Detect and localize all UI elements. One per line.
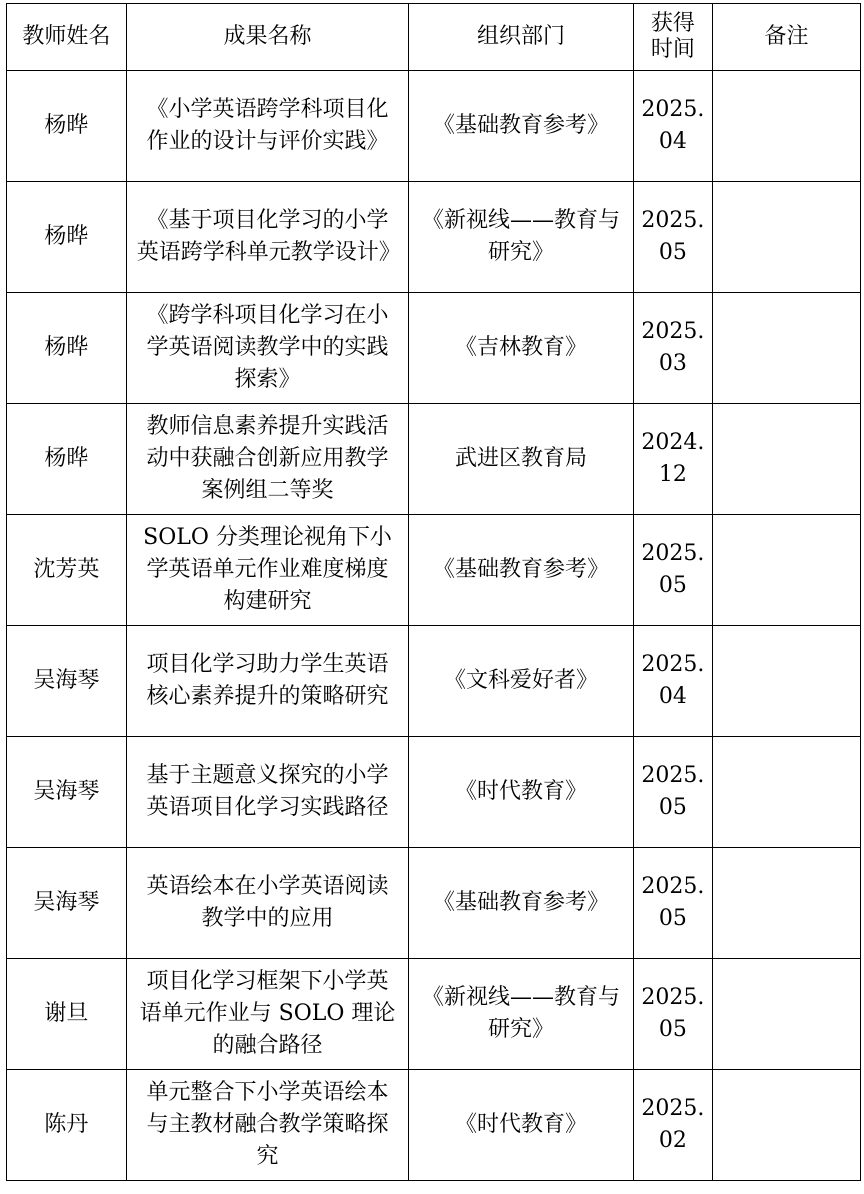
teacher-cell: 吴海琴 — [7, 737, 127, 848]
date-cell — [633, 1070, 712, 1181]
note-cell — [713, 626, 861, 737]
table-row — [7, 626, 861, 737]
org-cell: 《新视线——教育与研究》 — [409, 182, 633, 293]
teacher-cell: 谢旦 — [7, 959, 127, 1070]
header-date — [633, 4, 712, 71]
title-cell: 教师信息素养提升实践活动中获融合创新应用教学案例组二等奖 — [126, 404, 409, 515]
teacher-cell: 杨晔 — [7, 404, 127, 515]
teacher-cell: 吴海琴 — [7, 626, 127, 737]
table-row — [7, 404, 861, 515]
date-cell — [633, 293, 712, 404]
header-row — [7, 4, 861, 71]
org-cell: 《基础教育参考》 — [409, 848, 633, 959]
date-year: 2025. — [641, 208, 705, 233]
date-month: 04 — [658, 129, 687, 154]
header-date-line1: 获得 — [650, 11, 695, 36]
table-row — [7, 515, 861, 626]
note-cell — [713, 737, 861, 848]
date-cell — [633, 182, 712, 293]
note-cell — [713, 182, 861, 293]
date-cell — [633, 515, 712, 626]
header-org: 组织部门 — [409, 4, 633, 71]
org-cell: 武进区教育局 — [409, 404, 633, 515]
date-month: 05 — [658, 240, 687, 265]
date-month: 04 — [658, 684, 687, 709]
date-year: 2025. — [641, 874, 705, 899]
date-year: 2025. — [641, 985, 705, 1010]
title-cell: 《跨学科项目化学习在小学英语阅读教学中的实践探索》 — [126, 293, 409, 404]
header-date-line2: 时间 — [650, 37, 695, 62]
header-teacher: 教师姓名 — [7, 4, 127, 71]
date-cell — [633, 404, 712, 515]
header-title: 成果名称 — [126, 4, 409, 71]
date-month: 12 — [658, 462, 687, 487]
title-cell: SOLO 分类理论视角下小学英语单元作业难度梯度构建研究 — [126, 515, 409, 626]
table-row — [7, 71, 861, 182]
date-cell — [633, 626, 712, 737]
org-cell: 《吉林教育》 — [409, 293, 633, 404]
note-cell — [713, 515, 861, 626]
date-year: 2025. — [641, 541, 705, 566]
title-cell: 项目化学习助力学生英语核心素养提升的策略研究 — [126, 626, 409, 737]
teacher-cell: 吴海琴 — [7, 848, 127, 959]
title-cell: 《基于项目化学习的小学英语跨学科单元教学设计》 — [126, 182, 409, 293]
org-cell: 《时代教育》 — [409, 737, 633, 848]
teacher-cell: 沈芳英 — [7, 515, 127, 626]
org-cell: 《新视线——教育与研究》 — [409, 959, 633, 1070]
title-cell: 《小学英语跨学科项目化作业的设计与评价实践》 — [126, 71, 409, 182]
date-month: 02 — [658, 1128, 687, 1153]
table-row — [7, 182, 861, 293]
note-cell — [713, 959, 861, 1070]
date-month: 03 — [658, 351, 687, 376]
title-cell: 英语绘本在小学英语阅读教学中的应用 — [126, 848, 409, 959]
achievements-table — [6, 3, 861, 1181]
title-cell: 单元整合下小学英语绘本与主教材融合教学策略探究 — [126, 1070, 409, 1181]
note-cell — [713, 1070, 861, 1181]
teacher-cell: 杨晔 — [7, 71, 127, 182]
org-cell: 《时代教育》 — [409, 1070, 633, 1181]
title-cell: 基于主题意义探究的小学英语项目化学习实践路径 — [126, 737, 409, 848]
date-year: 2025. — [641, 1096, 705, 1121]
date-cell — [633, 71, 712, 182]
note-cell — [713, 848, 861, 959]
table-row — [7, 1070, 861, 1181]
table-row — [7, 737, 861, 848]
org-cell: 《基础教育参考》 — [409, 71, 633, 182]
teacher-cell: 杨晔 — [7, 293, 127, 404]
date-month: 05 — [658, 906, 687, 931]
teacher-cell: 陈丹 — [7, 1070, 127, 1181]
title-cell: 项目化学习框架下小学英语单元作业与 SOLO 理论的融合路径 — [126, 959, 409, 1070]
date-year: 2025. — [641, 763, 705, 788]
table-row — [7, 959, 861, 1070]
table-row — [7, 293, 861, 404]
date-year: 2025. — [641, 97, 705, 122]
date-cell — [633, 959, 712, 1070]
date-cell — [633, 848, 712, 959]
date-year: 2024. — [641, 430, 705, 455]
note-cell — [713, 293, 861, 404]
date-year: 2025. — [641, 319, 705, 344]
date-month: 05 — [658, 573, 687, 598]
date-year: 2025. — [641, 652, 705, 677]
date-month: 05 — [658, 1017, 687, 1042]
note-cell — [713, 71, 861, 182]
teacher-cell: 杨晔 — [7, 182, 127, 293]
table-row — [7, 848, 861, 959]
date-cell — [633, 737, 712, 848]
org-cell: 《文科爱好者》 — [409, 626, 633, 737]
date-month: 05 — [658, 795, 687, 820]
note-cell — [713, 404, 861, 515]
header-note: 备注 — [713, 4, 861, 71]
org-cell: 《基础教育参考》 — [409, 515, 633, 626]
